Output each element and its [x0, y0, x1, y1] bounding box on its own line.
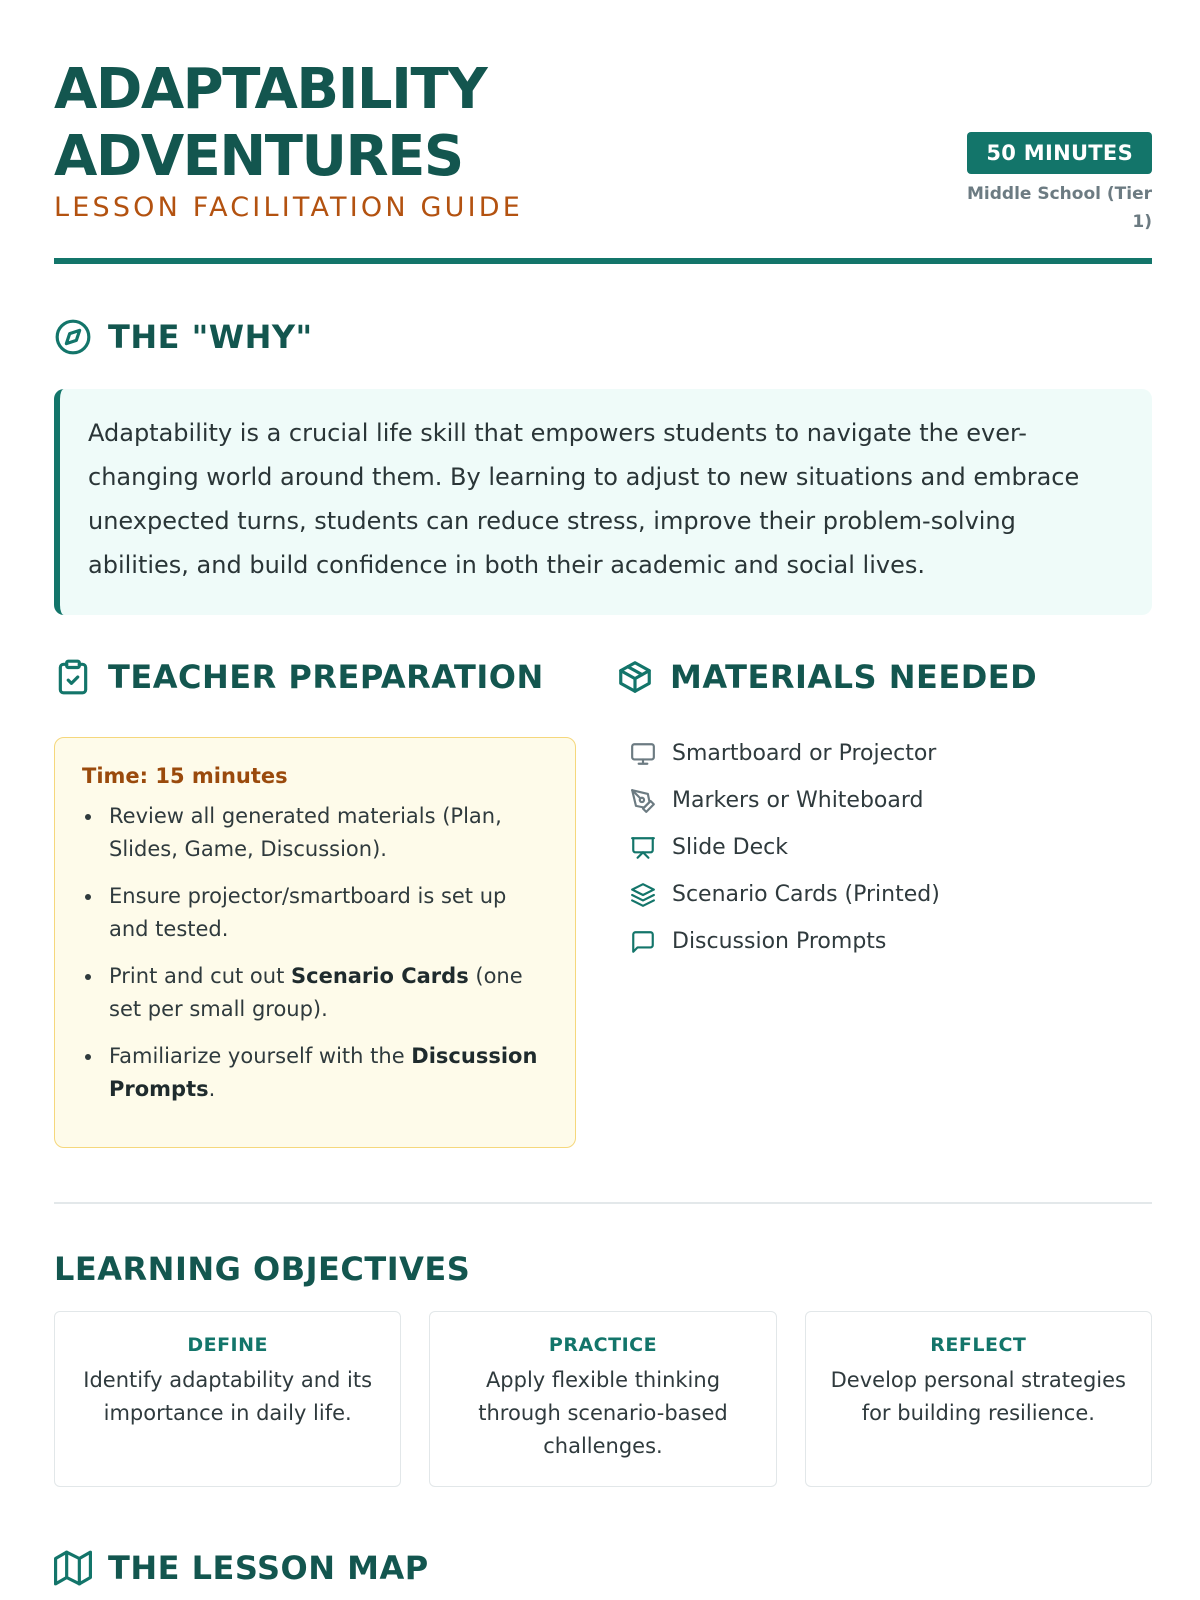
title-line-1: ADAPTABILITY: [54, 57, 487, 122]
prep-item-text: (one set per small group).: [109, 964, 523, 1021]
presentation-icon: [630, 835, 656, 861]
objective-label: REFLECT: [930, 1334, 1027, 1356]
header-divider: [54, 258, 1152, 264]
map-icon: [54, 1549, 92, 1587]
objectives-row: [54, 1311, 1152, 1487]
material-label: Slide Deck: [672, 835, 788, 860]
prep-item-text: Familiarize yourself with the: [109, 1044, 412, 1068]
materials-list: [630, 730, 1150, 965]
layers-icon: [630, 882, 656, 908]
materials-heading-text: MATERIALS NEEDED: [670, 658, 1038, 696]
message-square-icon: [630, 929, 656, 955]
list-item: [630, 918, 1150, 965]
page-title: [54, 56, 486, 190]
material-label: Markers or Whiteboard: [672, 788, 924, 813]
list-item: [630, 777, 1150, 824]
audience-label: Middle School (Tier 1): [967, 184, 1152, 232]
objectives-heading-text: LEARNING OBJECTIVES: [54, 1250, 471, 1288]
duration-badge: 50 MINUTES: [967, 132, 1152, 174]
objective-text: Develop personal strategies for building resilience.: [830, 1368, 1126, 1425]
material-label: Scenario Cards (Printed): [672, 882, 940, 907]
monitor-icon: [630, 741, 656, 767]
lesson-map-heading-text: THE LESSON MAP: [108, 1549, 429, 1587]
prep-card: [54, 737, 576, 1148]
section-divider: [54, 1202, 1152, 1204]
material-label: Smartboard or Projector: [672, 741, 937, 766]
prep-list: [82, 800, 551, 1106]
prep-heading-text: TEACHER PREPARATION: [108, 658, 544, 696]
objective-card: [54, 1311, 401, 1487]
objective-label: PRACTICE: [548, 1334, 658, 1356]
title-line-2: ADVENTURES: [54, 124, 463, 189]
objectives-heading: [54, 1250, 470, 1288]
prep-heading: [54, 658, 544, 696]
page-subtitle: LESSON FACILITATION GUIDE: [54, 192, 524, 223]
list-item: [630, 871, 1150, 918]
lesson-guide-page: [54, 0, 1152, 1600]
prep-time: Time: 15 minutes: [82, 764, 288, 788]
objective-text: Apply flexible thinking through scenario-based challenges.: [478, 1368, 728, 1458]
why-heading: [54, 318, 313, 356]
clipboard-check-icon: [54, 658, 92, 696]
prep-item-text: .: [208, 1077, 216, 1101]
objective-card: [805, 1311, 1152, 1487]
list-item: [82, 960, 551, 1026]
header: [54, 56, 1152, 266]
prep-item-bold: Discussion Prompts: [109, 1044, 538, 1101]
lesson-map-heading: [54, 1549, 429, 1587]
prep-item-text: Review all generated materials (Plan, Slides, Game, Discussion).: [109, 804, 502, 861]
prep-item-text: Ensure projector/smartboard is set up and tested.: [109, 884, 507, 941]
materials-heading: [616, 658, 1037, 696]
package-icon: [616, 658, 654, 696]
objective-card: [429, 1311, 776, 1487]
why-heading-text: THE "WHY": [108, 318, 313, 356]
prep-item-text: Print and cut out: [109, 964, 291, 988]
pen-tool-icon: [630, 788, 656, 814]
objective-label: DEFINE: [187, 1334, 268, 1356]
why-callout: [54, 389, 1152, 615]
material-label: Discussion Prompts: [672, 929, 887, 954]
list-item: [82, 1040, 551, 1106]
why-text: Adaptability is a crucial life skill that empowers students to navigate the ever-changing world around them. By learning to adjust to new situations and embrace unexpected turns, students can reduce stress, improve their problem-solving abilities, and build confidence in both their academic and social lives.: [88, 419, 1080, 579]
prep-item-bold: Scenario Cards: [291, 964, 469, 988]
list-item: [630, 824, 1150, 871]
compass-icon: [54, 318, 92, 356]
list-item: [82, 880, 551, 946]
list-item: [630, 730, 1150, 777]
list-item: [82, 800, 551, 866]
objective-text: Identify adaptability and its importance in daily life.: [83, 1368, 373, 1425]
